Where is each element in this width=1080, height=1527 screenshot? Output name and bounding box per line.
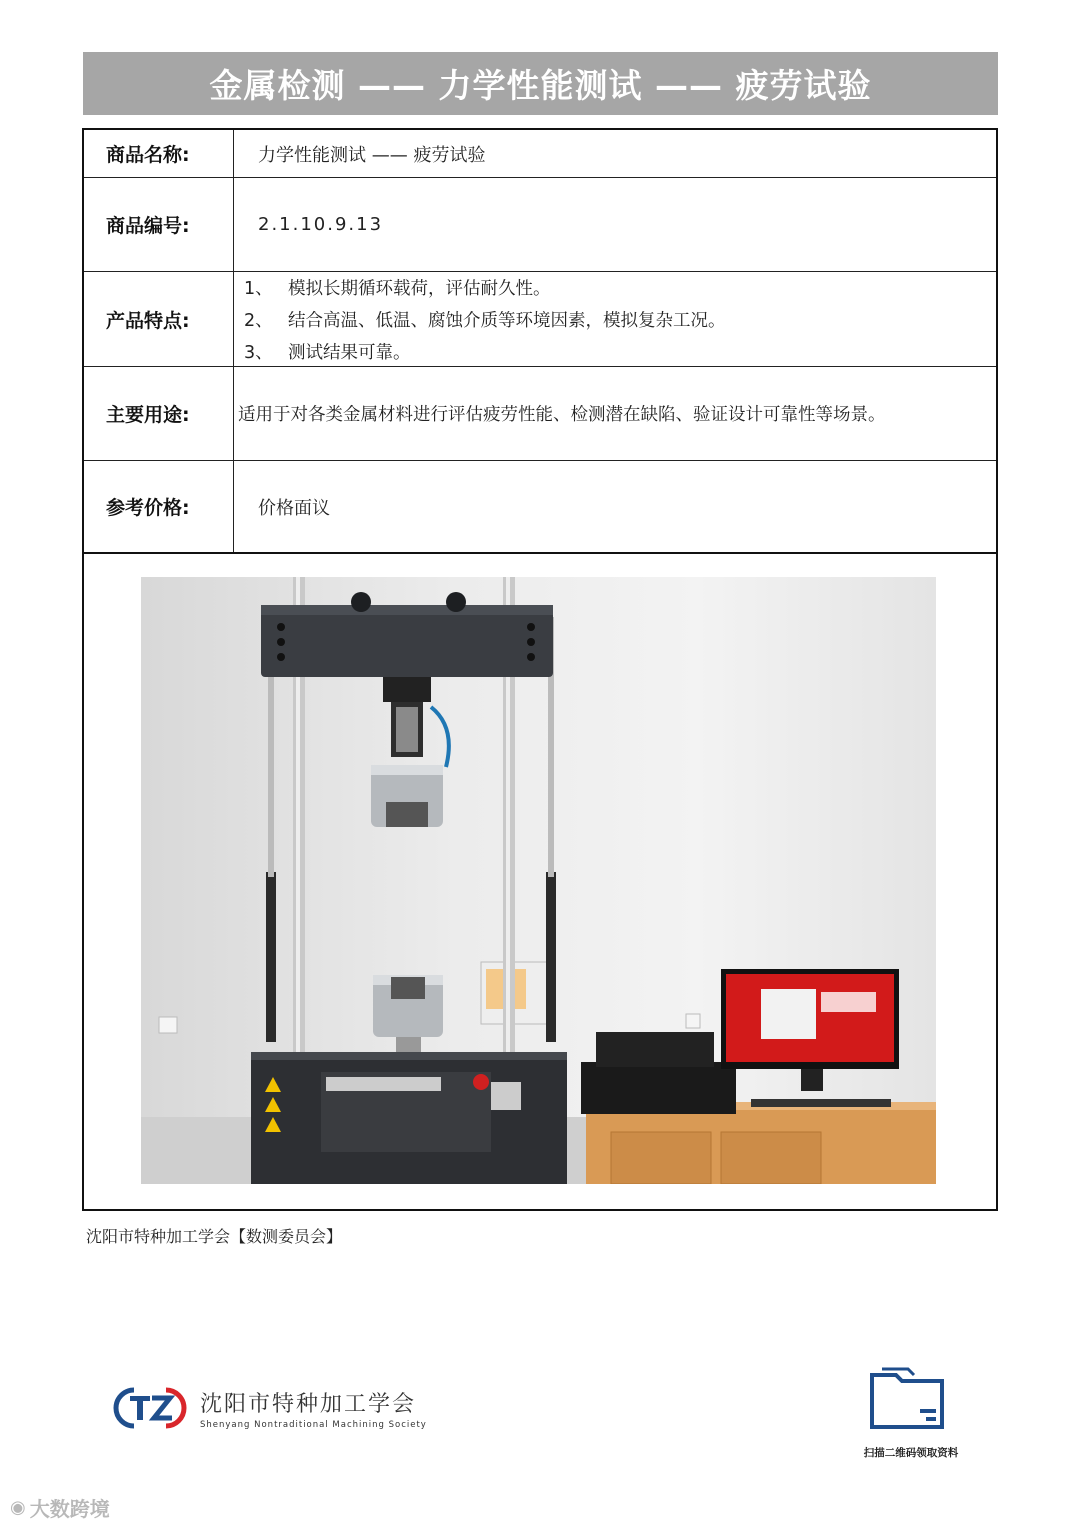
usage-label: 主要用途:	[84, 367, 234, 460]
feature-text: 测试结果可靠。	[288, 342, 411, 363]
society-logo	[112, 1386, 427, 1430]
qr-download[interactable]	[856, 1365, 966, 1460]
product-code-label: 商品编号:	[84, 178, 234, 271]
product-spec-table	[82, 128, 998, 1211]
feature-item	[244, 339, 411, 364]
logo-chinese-name: 沈阳市特种加工学会	[200, 1391, 417, 1417]
folder-icon	[868, 1365, 954, 1435]
feature-number: 3、	[244, 342, 273, 363]
page-title: 金属检测 —— 力学性能测试 —— 疲劳试验	[83, 52, 998, 115]
organizer-note: 沈阳市特种加工学会【数测委员会】	[86, 1227, 343, 1246]
weibo-icon: ◉	[10, 1497, 26, 1518]
features-list	[234, 272, 996, 366]
row-product-name	[84, 130, 996, 178]
product-name-value: 力学性能测试 —— 疲劳试验	[258, 144, 486, 166]
row-features	[84, 272, 996, 367]
logo-english-name: Shenyang Nontraditional Machining Society	[200, 1419, 427, 1430]
product-code-value: 2.1.10.9.13	[258, 214, 384, 235]
feature-text: 结合高温、低温、腐蚀介质等环境因素，模拟复杂工况。	[288, 310, 726, 331]
price-value: 价格面议	[258, 497, 330, 519]
feature-item	[244, 275, 551, 300]
row-product-code	[84, 178, 996, 272]
usage-value: 适用于对各类金属材料进行评估疲劳性能、检测潜在缺陷、验证设计可靠性等场景。	[238, 405, 886, 425]
fatigue-testing-machine-photo	[141, 577, 936, 1184]
row-price	[84, 461, 996, 554]
price-label: 参考价格:	[84, 461, 234, 552]
feature-text: 模拟长期循环载荷，评估耐久性。	[288, 278, 551, 299]
feature-number: 2、	[244, 310, 273, 331]
row-usage	[84, 367, 996, 461]
product-name-label: 商品名称:	[84, 130, 234, 177]
tz-logo-icon	[112, 1386, 188, 1430]
qr-label: 扫描二维码领取资料	[863, 1447, 959, 1459]
watermark-text: 大数跨境	[29, 1497, 110, 1521]
feature-number: 1、	[244, 278, 273, 299]
feature-item	[244, 307, 726, 332]
watermark	[10, 1493, 110, 1522]
features-label: 产品特点:	[84, 272, 234, 366]
